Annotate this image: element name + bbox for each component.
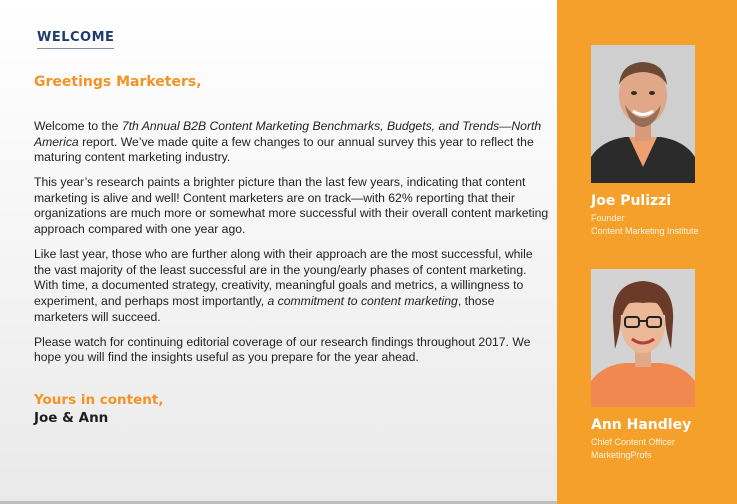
person-org-ann: MarketingProfs [591,450,652,460]
paragraph-success [34,247,549,325]
person-role-ann [591,436,675,462]
person-name-joe: Joe Pulizzi [591,193,672,209]
success-text-end: , those marketers will succeed. [34,293,495,324]
intro-text-end: report. We’ve made quite a few changes to our annual survey this year to reflect the maturing content marketing industry. [34,134,534,165]
joe-pulizzi-photo [591,45,695,183]
letter-body [34,119,549,375]
paragraph-research: This year’s research paints a brighter picture than the last few years, indicating that content marketing is alive and well! Content marketers are on track—with 62% reporting that their organizations are much more or somewhat more successful with their overall content marketing approach compared with one year ago. [34,175,549,237]
person-name-ann: Ann Handley [591,417,692,433]
paragraph-closing: Please watch for continuing editorial coverage of our research findings throughout 2017. We hope you will find the insights useful as you prepare for the year ahead. [34,334,531,365]
person-org-joe: Content Marketing Institute [591,226,699,236]
signature: Joe & Ann [34,410,109,426]
greeting: Greetings Marketers, [34,74,202,90]
closing-line: Yours in content, [34,392,164,408]
paragraph-intro [34,119,549,166]
person-title-joe: Founder [591,213,625,223]
intro-text-start: Welcome to the [34,119,122,133]
page-title: WELCOME [37,30,114,49]
person-title-ann: Chief Content Officer [591,437,675,447]
ann-handley-photo [591,269,695,407]
success-text-start: Like last year, those who are further along with their approach are the most successful, while the vast majority of the least successful are in the young/early phases of content marketing. With time, a documented strategy, creativity, meaningful goals and metrics, a willingness to experiment, and perhaps most importantly, [34,247,533,308]
commitment-phrase: a commitment to content marketing [267,293,458,308]
person-role-joe [591,212,699,238]
report-title: 7th Annual B2B Content Marketing Benchmarks, Budgets, and Trends—North America [34,119,542,149]
